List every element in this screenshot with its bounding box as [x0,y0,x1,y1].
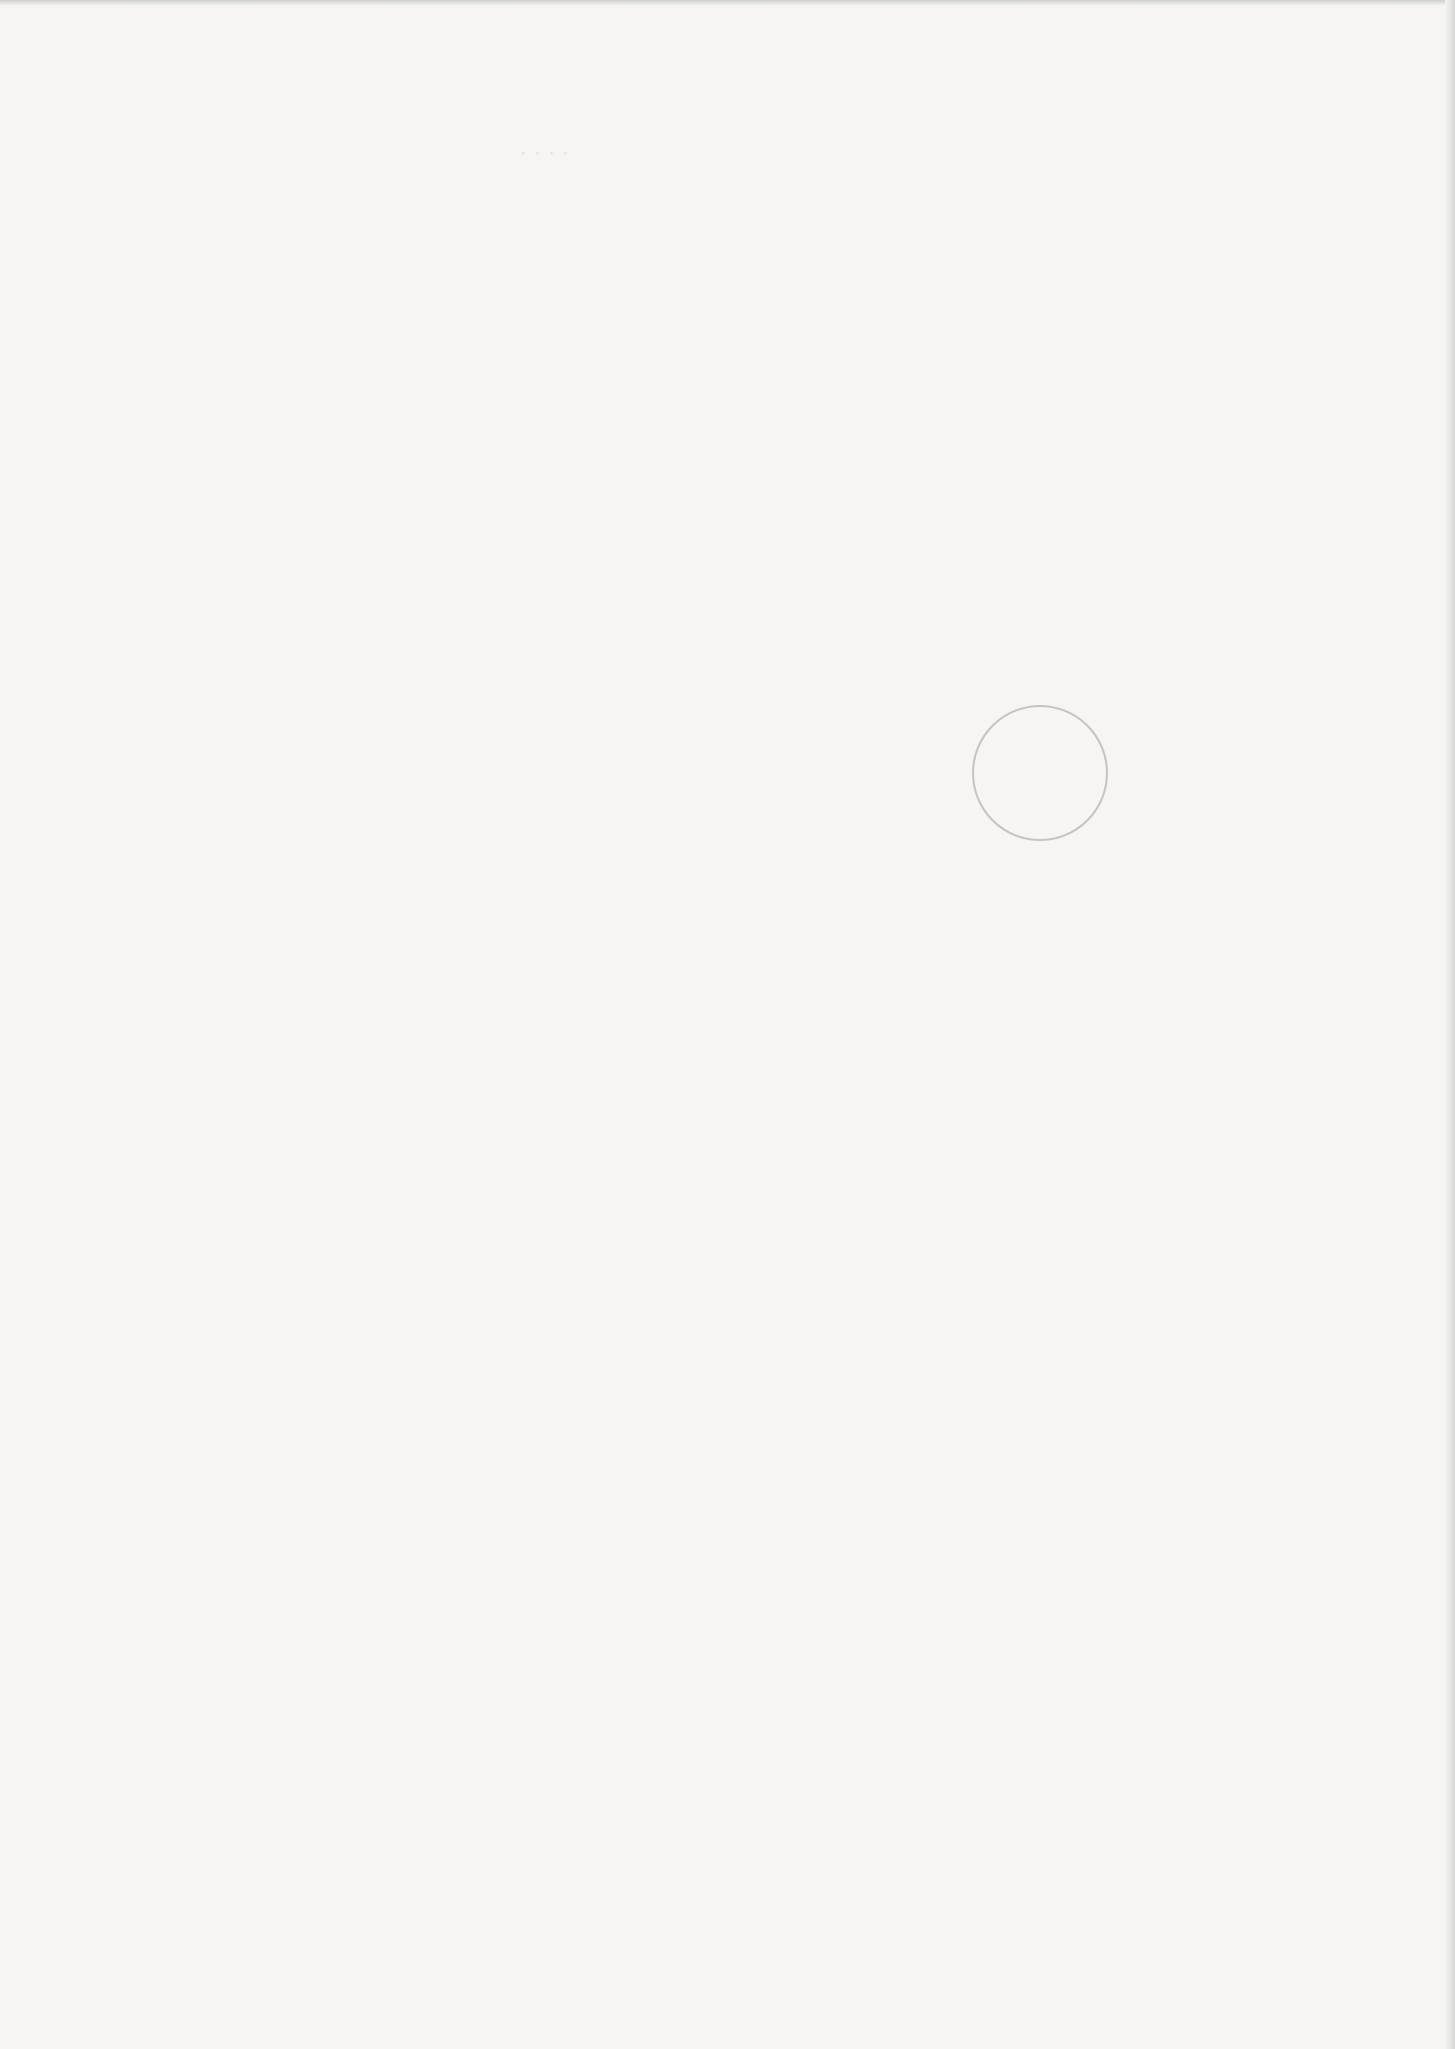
stamp-seal [972,705,1108,841]
bleed-through-text: · · · · [520,142,569,167]
